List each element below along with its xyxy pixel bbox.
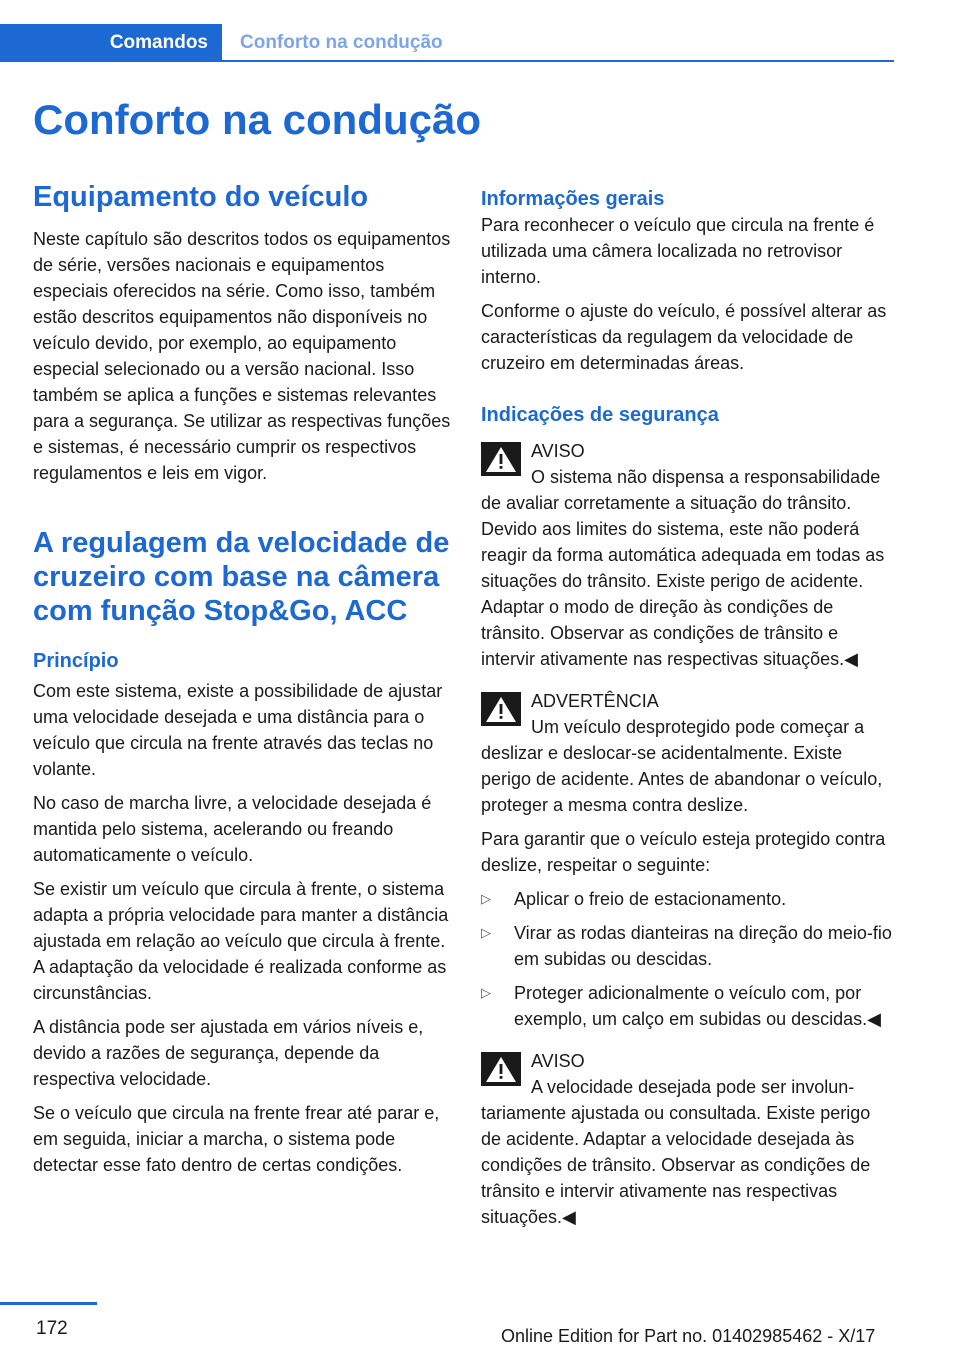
heading-indicacoes-seguranca: Indicações de segurança (481, 404, 719, 426)
right-column (481, 180, 895, 1230)
list-item (481, 980, 895, 1032)
warning-triangle-icon (481, 692, 521, 726)
warning-title-3: AVISO (531, 1051, 585, 1071)
paragraph-equipamento: Neste capítulo são descritos todos os equipamentos de série, versões nacionais e equipamentos especiais oferecidos na série. Como isso, também estão descritos equipamentos não disponíveis no veículo devido, por exemplo, ao equipamento especial selecionado ou a versão nacional. Isso também se aplica a funções e sistemas relevantes para a segurança. Se utilizar as respectivas funções e sistemas, é necessário cumprir os respectivos regulamentos e leis em vigor. (33, 229, 451, 483)
paragraph-principio-2: No caso de marcha livre, a velocidade desejada é mantida pelo sistema, acelerando ou freando automaticamente o veículo. (33, 793, 432, 865)
paragraph-principio-4: A distância pode ser ajustada em vários níveis e, devido a razões de segurança, depende da respectiva velocidade. (33, 1017, 424, 1089)
list-item-text: Aplicar o freio de estacionamento. (514, 889, 787, 909)
heading-acc: A regulagem da velocidade de cruzeiro com base na câmera com função Stop&Go, ACC (33, 527, 450, 627)
tab-comandos[interactable]: Comandos (0, 24, 222, 62)
warning-triangle-icon (481, 1052, 521, 1086)
page-title: Conforto na condução (33, 96, 481, 143)
warning-block-2 (481, 688, 895, 818)
paragraph-info-1: Para reconhecer o veículo que circula na frente é utilizada uma câmera localizada no retrovisor interno. (481, 215, 875, 287)
list-item-text: Proteger adicionalmente o veículo com, por exemplo, um calço em subidas ou descidas.◀ (514, 983, 882, 1029)
warning-triangle-icon (481, 442, 521, 476)
heading-equipamento: Equipamento do veículo (33, 181, 369, 213)
page-number: 172 (36, 1318, 68, 1339)
warning-title-1: AVISO (531, 441, 585, 461)
bullet-arrow-icon: ▷ (481, 891, 491, 906)
warning-text-1: O sistema não dispensa a responsabilidade de avaliar corretamente a situação do trânsito. Devido aos limites do sistema, este não poderá reagir da forma automática adequada em todas as situações do trânsito. Existe perigo de acidente. Adaptar o modo de direção às condições de trânsito. Observar as condições de trânsito e intervir ativamente nas respectivas situações.◀ (481, 467, 885, 669)
heading-informacoes-gerais: Informações gerais (481, 188, 665, 210)
warning-text-3: A velocidade desejada pode ser involuntariamente ajustada ou consultada. Existe perigo de acidente. Adaptar a velocidade desejada às condições de trânsito. Observar as condições de trânsito e intervir ativamente nas respectivas situações.◀ (481, 1077, 871, 1227)
warning-title-2: ADVERTÊNCIA (531, 691, 659, 711)
list-item-text: Virar as rodas dianteiras na direção do meio-fio em subidas ou descidas. (514, 923, 892, 969)
header-tabs (0, 24, 894, 62)
paragraph-info-2: Conforme o ajuste do veículo, é possível alterar as características da regulagem da velocidade de cruzeiro em determinadas áreas. (481, 301, 887, 373)
bullet-arrow-icon: ▷ (481, 985, 491, 1000)
footer-rule (0, 1302, 97, 1305)
heading-principio: Princípio (33, 650, 119, 672)
paragraph-principio-3: Se existir um veículo que circula à frente, o sistema adapta a própria velocidade para manter a distância ajustada em relação ao veículo que circula à frente. A adaptação da velocidade é realizada conforme as circunstâncias. (33, 879, 449, 1003)
list-item (481, 920, 895, 972)
edition-note: Online Edition for Part no. 01402985462 - X/17 (501, 1326, 876, 1346)
list-item (481, 886, 895, 912)
left-column (33, 180, 451, 1178)
warning-text-2: Um veículo desprotegido pode começar a deslizar e deslocar-se acidentalmente. Existe perigo de acidente. Antes de abandonar o veículo, proteger a mesma contra deslize. (481, 717, 883, 815)
warning-block-1 (481, 438, 895, 672)
paragraph-garantir: Para garantir que o veículo esteja protegido contra deslize, respeitar o seguinte: (481, 829, 886, 875)
warning-block-3 (481, 1048, 895, 1230)
paragraph-principio-5: Se o veículo que circula na frente frear até parar e, em seguida, iniciar a marcha, o sistema pode detectar esse fato dentro de certas condições. (33, 1103, 440, 1175)
bullet-arrow-icon: ▷ (481, 925, 491, 940)
paragraph-principio-1: Com este sistema, existe a possibilidade de ajustar uma velocidade desejada e uma distância para o veículo que circula na frente através das teclas no volante. (33, 681, 443, 779)
tab-conforto[interactable]: Conforto na condução (240, 32, 443, 53)
